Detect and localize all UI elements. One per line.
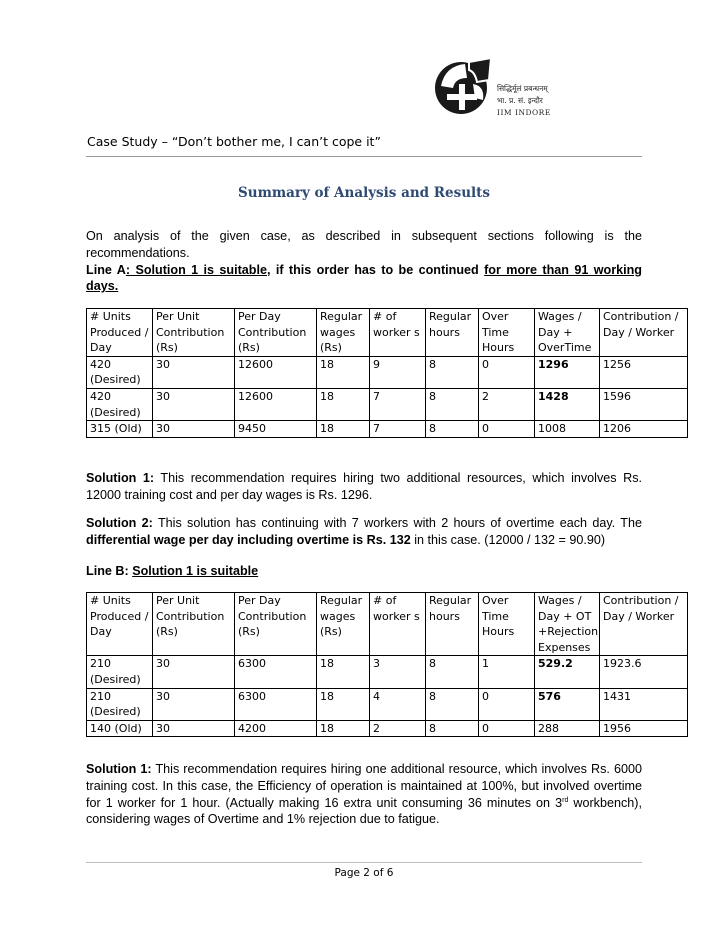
table-cell: 0 (479, 356, 535, 388)
solution-a1-text: This recommendation requires hiring two additional resources, which involves Rs. 12000 training cost and per day wages is Rs. 1296. (86, 471, 642, 502)
table-cell: 30 (153, 688, 235, 720)
table-cell: 1206 (600, 421, 688, 438)
table-row (87, 421, 688, 438)
table-cell: 18 (317, 421, 370, 438)
table-cell: 4200 (235, 720, 317, 737)
table-header-cell: Regular hours (426, 593, 479, 656)
table-header-cell: # of worker s (370, 309, 426, 357)
section-title (0, 185, 728, 201)
logo-text-line3: IIM INDORE (497, 108, 551, 117)
table-row (87, 656, 688, 688)
table-header-cell: Per Day Contribution (Rs) (235, 593, 317, 656)
table-cell: 140 (Old) (87, 720, 153, 737)
table-cell: 2 (479, 388, 535, 420)
line-a-table (86, 308, 688, 438)
line-a-duration: for more than 91 working days. (86, 262, 643, 294)
table-header-cell: Over Time Hours (479, 593, 535, 656)
table-cell: 1431 (600, 688, 688, 720)
table-cell: 30 (153, 656, 235, 688)
line-a-label: Line A (86, 262, 126, 277)
logo-text-line1: सिद्धिर्मूलं प्रबन्धनम् (497, 84, 548, 93)
table-header-cell: Per Unit Contribution (Rs) (153, 593, 235, 656)
line-b-solution-1-paragraph (86, 761, 642, 828)
line-a-solution: Solution 1 is suitable, (130, 262, 271, 277)
table-cell: 420 (Desired) (87, 388, 153, 420)
table-row (87, 356, 688, 388)
footer-divider (86, 862, 642, 863)
table-row (87, 688, 688, 720)
table-cell: 315 (Old) (87, 421, 153, 438)
solution-a2-text: This solution has continuing with 7 workers with 2 hours of overtime each day. The (152, 516, 642, 530)
table-header-row (87, 593, 688, 656)
solution-b1-sup: rd (562, 796, 569, 804)
line-b-heading (86, 563, 642, 580)
table-header-cell: Regular wages (Rs) (317, 593, 370, 656)
table-header-cell: Wages / Day + OverTime (535, 309, 600, 357)
table-cell: 6300 (235, 688, 317, 720)
table-cell: 288 (535, 720, 600, 737)
table-header-cell: Contribution / Day / Worker (600, 309, 688, 357)
table-cell: 210 (Desired) (87, 656, 153, 688)
line-a-solution-1-paragraph (86, 470, 642, 504)
table-cell: 1256 (600, 356, 688, 388)
table-cell: 8 (426, 656, 479, 688)
table-cell: 0 (479, 720, 535, 737)
section-title-text: Summary of Analysis and Results (238, 185, 490, 201)
table-cell: 3 (370, 656, 426, 688)
table-cell: 6300 (235, 656, 317, 688)
table-cell: 18 (317, 688, 370, 720)
table-cell: 4 (370, 688, 426, 720)
document-header-title: Case Study – “Don’t bother me, I can’t cope it” (87, 134, 381, 149)
solution-a2-tail: in this case. (12000 / 132 = 90.90) (410, 532, 606, 547)
table-cell: 18 (317, 656, 370, 688)
table-cell: 7 (370, 388, 426, 420)
table-header-cell: # of worker s (370, 593, 426, 656)
solution-a1-label: Solution 1: (86, 471, 155, 485)
table-cell: 420 (Desired) (87, 356, 153, 388)
table-cell: 8 (426, 356, 479, 388)
table-header-cell: # Units Produced / Day (87, 309, 153, 357)
solution-a2-bold: differential wage per day including overtime is Rs. 132 (86, 532, 411, 547)
table-cell: 7 (370, 421, 426, 438)
table-cell: 1296 (535, 356, 600, 388)
iim-indore-logo-icon (433, 56, 493, 118)
line-a-middle: if this order has to be continued (270, 262, 485, 277)
table-cell: 18 (317, 720, 370, 737)
solution-b1-label: Solution 1: (86, 762, 152, 776)
table-cell: 30 (153, 388, 235, 420)
table-cell: 8 (426, 688, 479, 720)
table-cell: 1596 (600, 388, 688, 420)
table-cell: 1923.6 (600, 656, 688, 688)
table-cell: 18 (317, 356, 370, 388)
table-cell: 576 (535, 688, 600, 720)
solution-a2-label: Solution 2: (86, 516, 153, 530)
table-header-cell: Regular hours (426, 309, 479, 357)
table-header-cell: Per Unit Contribution (Rs) (153, 309, 235, 357)
page-number: Page 2 of 6 (334, 867, 394, 879)
table-row (87, 388, 688, 420)
table-cell: 529.2 (535, 656, 600, 688)
line-b-label: Line B: (86, 564, 133, 578)
line-b-table (86, 592, 688, 737)
table-cell: 12600 (235, 388, 317, 420)
line-b-solution: Solution 1 is suitable (132, 564, 259, 578)
table-cell: 9450 (235, 421, 317, 438)
solution-b1-text: This recommendation requires hiring one additional resource, which involves Rs. 6000 training cost. In this case, the Efficiency of operation is maintained at 100%, but involved overtime for 1 worker for 1 hour. (Actually making 16 extra unit consuming 36 minutes on 3 (86, 762, 642, 810)
table-header-cell: Wages / Day + OT +Rejection Expenses (535, 593, 600, 656)
table-cell: 12600 (235, 356, 317, 388)
intro-text: On analysis of the given case, as described in subsequent sections following is the recommendations. (86, 229, 642, 260)
table-cell: 2 (370, 720, 426, 737)
table-cell: 18 (317, 388, 370, 420)
table-header-cell: Per Day Contribution (Rs) (235, 309, 317, 357)
table-cell: 30 (153, 720, 235, 737)
table-cell: 8 (426, 720, 479, 737)
solution-b1-tail: workbench), considering wages of Overtime and 1% rejection due to fatigue. (86, 795, 642, 827)
intro-paragraph (86, 228, 642, 295)
line-a-colon: : (125, 262, 131, 277)
table-cell: 0 (479, 421, 535, 438)
table-cell: 30 (153, 421, 235, 438)
table-header-cell: Regular wages (Rs) (317, 309, 370, 357)
table-cell: 210 (Desired) (87, 688, 153, 720)
table-cell: 1428 (535, 388, 600, 420)
table-cell: 1 (479, 656, 535, 688)
table-header-cell: Over Time Hours (479, 309, 535, 357)
table-row (87, 720, 688, 737)
line-a-solution-2-paragraph (86, 515, 642, 549)
table-header-cell: # Units Produced / Day (87, 593, 153, 656)
table-cell: 8 (426, 421, 479, 438)
table-cell: 8 (426, 388, 479, 420)
table-header-cell: Contribution / Day / Worker (600, 593, 688, 656)
table-cell: 30 (153, 356, 235, 388)
table-cell: 9 (370, 356, 426, 388)
table-cell: 0 (479, 688, 535, 720)
logo-text-line2: भा. प्र. सं. इन्दौर (497, 96, 543, 105)
table-cell: 1008 (535, 421, 600, 438)
table-cell: 1956 (600, 720, 688, 737)
table-header-row (87, 309, 688, 357)
header-divider (86, 156, 642, 157)
